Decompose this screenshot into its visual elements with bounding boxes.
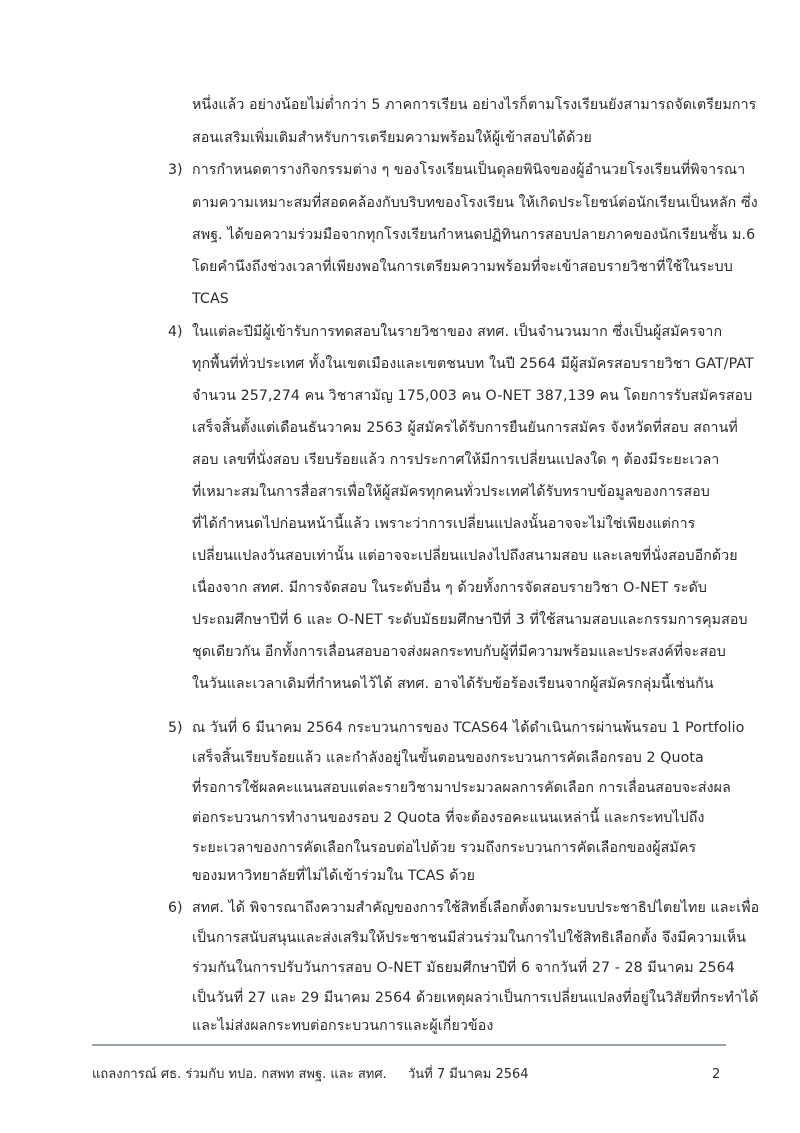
body-line: และไม่ส่งผลกระทบต่อกระบวนการและผู้เกี่ยวข้อง <box>192 1018 494 1034</box>
footer-divider <box>92 1044 726 1046</box>
body-line: เป็นวันที่ 27 และ 29 มีนาคม 2564 ด้วยเหตุผลว่าเป็นการเปลี่ยนแปลงที่อยู่ในวิสัยที่กระทำได้ <box>192 990 759 1006</box>
body-line: ชุดเดียวกัน อีกทั้งการเลื่อนสอบอาจส่งผลกระทบกับผู้ที่มีความพร้อมและประสงค์ที่จะสอบ <box>192 644 726 660</box>
body-line: สทศ. ได้ พิจารณาถึงความสำคัญของการใช้สิทธิ์เลือกตั้งตามระบบประชาธิปไตยไทย และเพื่อ <box>192 900 760 916</box>
body-line: TCAS <box>192 291 229 307</box>
body-line: ระยะเวลาของการคัดเลือกในรอบต่อไปด้วย รวมถึงกระบวนการคัดเลือกของผู้สมัคร <box>192 840 697 856</box>
footer-date: วันที่ 7 มีนาคม 2564 <box>408 1067 529 1082</box>
body-line: ตามความเหมาะสมที่สอดคล้องกับบริบทของโรงเรียน ให้เกิดประโยชน์ต่อนักเรียนเป็นหลัก ซึ่ง <box>192 195 758 211</box>
body-line: สอนเสริมเพิ่มเติมสำหรับการเตรียมความพร้อมให้ผู้เข้าสอบได้ด้วย <box>192 130 592 146</box>
footer-title: แถลงการณ์ ศธ. ร่วมกับ ทปอ. กสพท สพฐ. และ สทศ. <box>92 1067 387 1082</box>
page-number: 2 <box>712 1067 721 1082</box>
body-line: จำนวน 257,274 คน วิชาสามัญ 175,003 คน O-NET 387,139 คน โดยการรับสมัครสอบ <box>192 388 753 404</box>
list-number: 4) <box>168 324 183 340</box>
list-number: 6) <box>168 900 183 916</box>
body-line: การกำหนดตารางกิจกรรมต่าง ๆ ของโรงเรียนเป็นดุลยพินิจของผู้อำนวยโรงเรียนที่พิจารณา <box>192 162 746 178</box>
body-line: ของมหาวิทยาลัยที่ไม่ได้เข้าร่วมใน TCAS ด้วย <box>192 868 476 884</box>
body-line: สพฐ. ได้ขอความร่วมมือจากทุกโรงเรียนกำหนดปฏิทินการสอบปลายภาคของนักเรียนชั้น ม.6 <box>192 227 756 243</box>
body-line: ประถมศึกษาปีที่ 6 และ O-NET ระดับมัธยมศึกษาปีที่ 3 ที่ใช้สนามสอบและกรรมการคุมสอบ <box>192 612 748 628</box>
body-line: ในแต่ละปีมีผู้เข้ารับการทดสอบในรายวิชาของ สทศ. เป็นจำนวนมาก ซึ่งเป็นผู้สมัครจาก <box>192 324 723 340</box>
body-line: ณ วันที่ 6 มีนาคม 2564 กระบวนการของ TCAS64 ได้ดำเนินการผ่านพ้นรอบ 1 Portfolio <box>192 720 745 736</box>
body-line: สอบ เลขที่นั่งสอบ เรียบร้อยแล้ว การประกาศให้มีการเปลี่ยนแปลงใด ๆ ต้องมีระยะเวลา <box>192 452 720 468</box>
body-line: ที่เหมาะสมในการสื่อสารเพื่อให้ผู้สมัครทุกคนทั่วประเทศได้รับทราบข้อมูลของการสอบ <box>192 484 710 500</box>
list-number: 5) <box>168 720 183 736</box>
body-line: ที่ได้กำหนดไปก่อนหน้านี้แล้ว เพราะว่าการเปลี่ยนแปลงนั้นอาจจะไม่ใช่เพียงแต่การ <box>192 516 696 532</box>
body-line: ทุกพื้นที่ทั่วประเทศ ทั้งในเขตเมืองและเขตชนบท ในปี 2564 มีผู้สมัครสอบรายวิชา GAT/PAT <box>192 356 754 372</box>
body-line: เปลี่ยนแปลงวันสอบเท่านั้น แต่อาจจะเปลี่ยนแปลงไปถึงสนามสอบ และเลขที่นั่งสอบอีกด้วย <box>192 548 738 564</box>
body-line: เนื่องจาก สทศ. มีการจัดสอบ ในระดับอื่น ๆ ด้วยทั้งการจัดสอบรายวิชา O-NET ระดับ <box>192 580 708 596</box>
body-line: โดยคำนึงถึงช่วงเวลาที่เพียงพอในการเตรียมความพร้อมที่จะเข้าสอบรายวิชาที่ใช้ในระบบ <box>192 259 733 275</box>
body-line: หนึ่งแล้ว อย่างน้อยไม่ต่ำกว่า 5 ภาคการเรียน อย่างไรก็ตามโรงเรียนยังสามารถจัดเตรียมการ <box>192 97 757 113</box>
body-line: ต่อกระบวนการทำงานของรอบ 2 Quota ที่จะต้องรอคะแนนเหล่านี้ และกระทบไปถึง <box>192 810 705 826</box>
body-line: เสร็จสิ้นเรียบร้อยแล้ว และกำลังอยู่ในขั้นตอนของกระบวนการคัดเลือกรอบ 2 Quota <box>192 750 704 766</box>
body-line: ที่รอการใช้ผลคะแนนสอบแต่ละรายวิชามาประมวลผลการคัดเลือก การเลื่อนสอบจะส่งผล <box>192 780 731 796</box>
body-line: เป็นการสนับสนุนและส่งเสริมให้ประชาชนมีส่วนร่วมในการไปใช้สิทธิเลือกตั้ง จึงมีความเห็น <box>192 930 747 946</box>
body-line: ในวันและเวลาเดิมที่กำหนดไว้ได้ สทศ. อาจได้รับข้อร้องเรียนจากผู้สมัครกลุ่มนี้เช่นกัน <box>192 676 714 692</box>
list-number: 3) <box>168 162 183 178</box>
body-line: เสร็จสิ้นตั้งแต่เดือนธันวาคม 2563 ผู้สมัครได้รับการยืนยันการสมัคร จังหวัดที่สอบ สถานที่ <box>192 420 738 436</box>
body-line: ร่วมกันในการปรับวันการสอบ O-NET มัธยมศึกษาปีที่ 6 จากวันที่ 27 - 28 มีนาคม 2564 <box>192 960 735 976</box>
